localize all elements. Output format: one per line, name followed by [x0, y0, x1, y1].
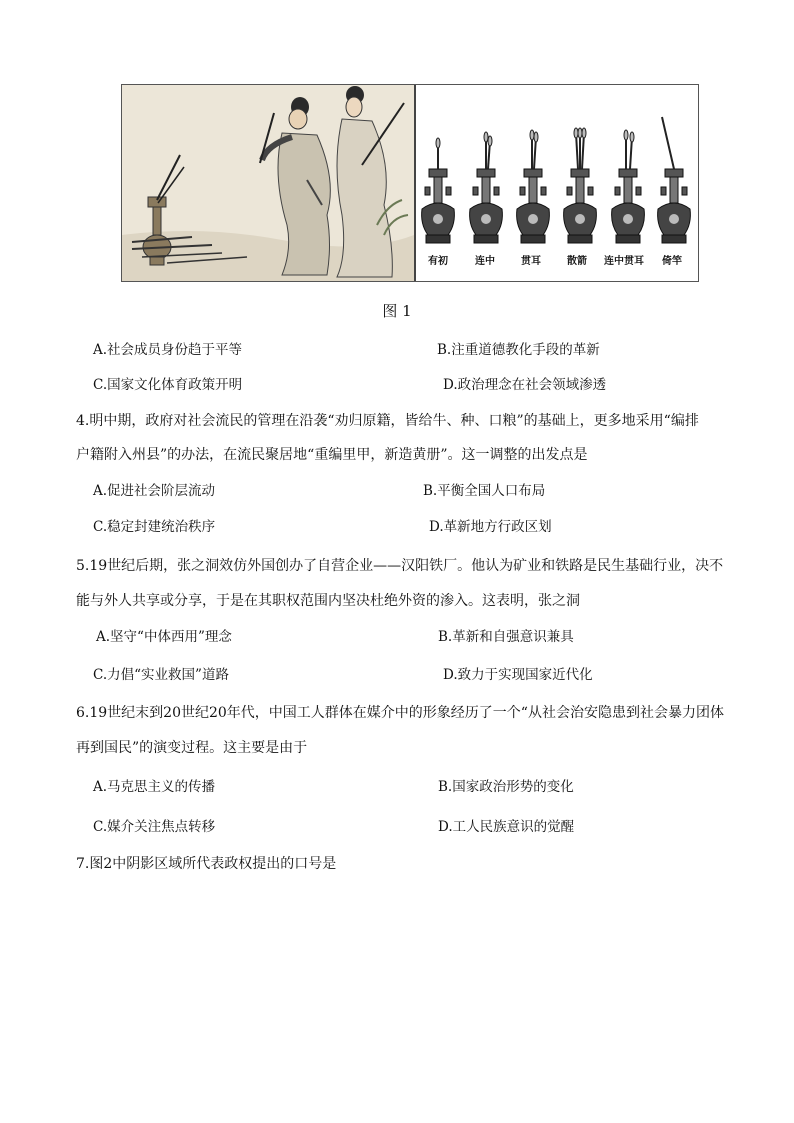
- q4-option-d: D.革新地方行政区划: [429, 519, 552, 535]
- pot-icon-6: [658, 169, 691, 243]
- touhu-painting: [122, 85, 414, 281]
- q6-option-c: C.媒介关注焦点转移: [93, 819, 216, 835]
- q6-option-b: B.国家政治形势的变化: [438, 779, 574, 795]
- painting-illustration: [122, 85, 414, 281]
- figure-1-caption: 图 1: [382, 302, 412, 320]
- q5-option-d: D.致力于实现国家近代化: [443, 667, 593, 683]
- pot-icon-5: [612, 169, 645, 243]
- q4-option-b: B.平衡全国人口布局: [423, 483, 546, 499]
- q4-option-c: C.稳定封建统治秩序: [93, 519, 216, 535]
- pot-label-4: 散箭: [567, 256, 587, 267]
- pot-icon-3: [517, 169, 550, 243]
- pot-label-2: 连中: [475, 256, 495, 267]
- q7-stem: 7.图2中阴影区域所代表政权提出的口号是: [76, 856, 337, 872]
- q4-stem-line1: 4.明中期，政府对社会流民的管理在沿袭“劝归原籍，皆给牛、种、口粮”的基础上，更多地采用“编排: [76, 413, 699, 429]
- pot-types-illustration: [416, 85, 698, 281]
- q6-option-a: A.马克思主义的传播: [93, 779, 216, 795]
- q6-option-d: D.工人民族意识的觉醒: [438, 819, 575, 835]
- q3-option-d: D.政治理念在社会领域渗透: [443, 377, 607, 393]
- pot-types-panel: [416, 85, 698, 281]
- q5-option-c: C.力倡“实业救国”道路: [93, 667, 229, 683]
- pot-label-6: 倚竿: [662, 256, 682, 267]
- q3-option-a: A.社会成员身份趋于平等: [93, 342, 243, 358]
- q5-stem-line1: 5.19世纪后期，张之洞效仿外国创办了自营企业——汉阳铁厂。他认为矿业和铁路是民生基础行业，决不: [76, 558, 724, 574]
- q5-option-a: A.坚守“中体西用”理念: [96, 629, 232, 645]
- pot-label-5: 连中贯耳: [604, 256, 644, 267]
- pot-icon-4: [564, 169, 597, 243]
- q4-stem-line2: 户籍附入州县”的办法，在流民聚居地“重编里甲，新造黄册”。这一调整的出发点是: [76, 447, 588, 463]
- pot-label-1: 有初: [428, 256, 448, 267]
- pot-icon-2: [470, 169, 503, 243]
- pot-label-3: 贯耳: [521, 256, 541, 267]
- q6-stem-line1: 6.19世纪末到20世纪20年代，中国工人群体在媒介中的形象经历了一个“从社会治安隐患到社会暴力团体: [76, 705, 724, 721]
- q3-option-c: C.国家文化体育政策开明: [93, 377, 243, 393]
- q5-option-b: B.革新和自强意识兼具: [438, 629, 574, 645]
- q6-stem-line2: 再到国民”的演变过程。这主要是由于: [76, 740, 308, 756]
- q4-option-a: A.促进社会阶层流动: [93, 483, 216, 499]
- pot-icon-1: [422, 169, 455, 243]
- q5-stem-line2: 能与外人共享或分享，于是在其职权范围内坚决杜绝外资的渗入。这表明，张之洞: [76, 593, 580, 609]
- q3-option-b: B.注重道德教化手段的革新: [437, 342, 600, 358]
